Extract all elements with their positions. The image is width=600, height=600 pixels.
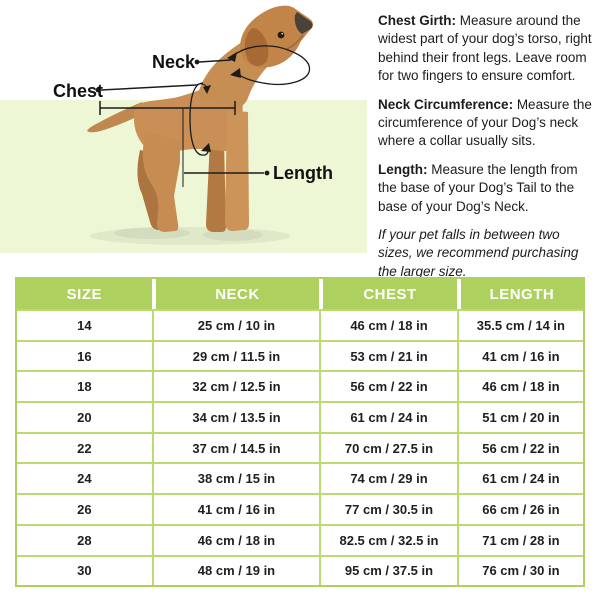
cell-length: 35.5 cm / 14 in — [457, 309, 583, 340]
cell-neck: 41 cm / 16 in — [152, 493, 320, 524]
cell-chest: 77 cm / 30.5 in — [319, 493, 457, 524]
dog-measurement-diagram — [0, 0, 367, 253]
cell-neck: 38 cm / 15 in — [152, 462, 320, 493]
chest-girth-text: Measure around the widest part of your dog’s torso, right behind their front legs. Leave room for two fingers to ensure comfort. — [378, 13, 592, 84]
neck-circumference-term: Neck Circumference: — [378, 96, 514, 112]
table-row — [17, 432, 583, 463]
neck-arc-arrowhead — [230, 68, 241, 78]
neck-girth-arc — [233, 46, 310, 85]
column-header-neck: NECK — [152, 279, 320, 309]
neck-pointer-line — [199, 60, 231, 62]
cell-neck: 32 cm / 12.5 in — [152, 370, 320, 401]
cell-chest: 95 cm / 37.5 in — [319, 555, 457, 586]
table-row — [17, 462, 583, 493]
neck-label: Neck — [152, 52, 196, 72]
cell-neck: 48 cm / 19 in — [152, 555, 320, 586]
cell-size: 20 — [17, 401, 152, 432]
table-header-row — [17, 279, 583, 309]
cell-length: 56 cm / 22 in — [457, 432, 583, 463]
length-text: Measure the length from the base of your Dog’s Tail to the base of your Dog’s Neck. — [378, 161, 578, 214]
cell-size: 22 — [17, 432, 152, 463]
cell-length: 66 cm / 26 in — [457, 493, 583, 524]
length-term: Length: — [378, 161, 428, 177]
measuring-instructions — [378, 12, 595, 281]
chest-girth-paragraph — [378, 12, 595, 86]
chest-pointer-line — [101, 85, 196, 90]
column-header-chest: CHEST — [319, 279, 457, 309]
length-paragraph — [378, 161, 595, 216]
measurement-annotations — [0, 0, 367, 253]
chest-label: Chest — [53, 81, 104, 101]
cell-chest: 70 cm / 27.5 in — [319, 432, 457, 463]
chest-arc-arrowhead — [203, 85, 211, 94]
cell-chest: 53 cm / 21 in — [319, 340, 457, 371]
cell-neck: 29 cm / 11.5 in — [152, 340, 320, 371]
cell-neck: 25 cm / 10 in — [152, 309, 320, 340]
length-label: Length — [273, 163, 333, 183]
table-row — [17, 309, 583, 340]
cell-length: 61 cm / 24 in — [457, 462, 583, 493]
chest-girth-term: Chest Girth: — [378, 13, 457, 28]
size-chart-table — [15, 277, 585, 587]
cell-size: 14 — [17, 309, 152, 340]
column-header-length: LENGTH — [457, 279, 583, 309]
table-row — [17, 401, 583, 432]
cell-chest: 74 cm / 29 in — [319, 462, 457, 493]
cell-length: 46 cm / 18 in — [457, 370, 583, 401]
cell-length: 41 cm / 16 in — [457, 340, 583, 371]
cell-size: 26 — [17, 493, 152, 524]
neck-circumference-text: Measure the circumference of your Dog’s neck where a collar usually sits. — [378, 96, 592, 149]
table-row — [17, 340, 583, 371]
cell-length: 71 cm / 28 in — [457, 524, 583, 555]
cell-size: 28 — [17, 524, 152, 555]
neck-label-dot — [195, 60, 200, 65]
chest-arc-arrowhead — [201, 143, 211, 152]
cell-neck: 46 cm / 18 in — [152, 524, 320, 555]
cell-size: 24 — [17, 462, 152, 493]
cell-length: 76 cm / 30 in — [457, 555, 583, 586]
column-header-size: SIZE — [17, 279, 152, 309]
table-row — [17, 370, 583, 401]
cell-chest: 46 cm / 18 in — [319, 309, 457, 340]
cell-size: 16 — [17, 340, 152, 371]
table-row — [17, 555, 583, 586]
cell-neck: 34 cm / 13.5 in — [152, 401, 320, 432]
table-row — [17, 493, 583, 524]
neck-circumference-paragraph — [378, 96, 595, 151]
cell-size: 30 — [17, 555, 152, 586]
cell-chest: 82.5 cm / 32.5 in — [319, 524, 457, 555]
sizing-note: If your pet falls in between two sizes, we recommend purchasing the larger size. — [378, 227, 579, 279]
table-row — [17, 524, 583, 555]
cell-length: 51 cm / 20 in — [457, 401, 583, 432]
chest-girth-arc — [190, 83, 208, 155]
cell-size: 18 — [17, 370, 152, 401]
cell-chest: 56 cm / 22 in — [319, 370, 457, 401]
length-label-dot — [265, 171, 270, 176]
cell-neck: 37 cm / 14.5 in — [152, 432, 320, 463]
cell-chest: 61 cm / 24 in — [319, 401, 457, 432]
